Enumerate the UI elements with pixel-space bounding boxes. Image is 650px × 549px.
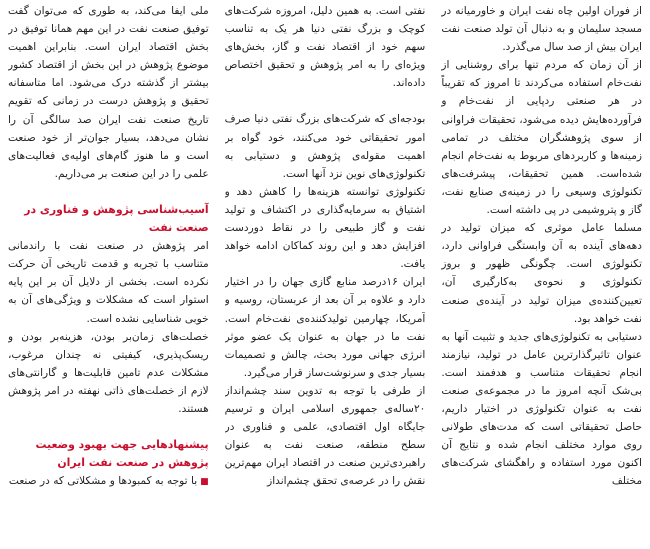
paragraph: نفتی است. به همین دلیل، امروزه شرکت‌های کوچک و بزرگ نفتی دنیا هر یک به تناسب سهم خود از اقتصاد نفت و گاز، بخش‌های ویژه‌ای را به امر پژوهش و تحقیق اختصاص داده‌اند. (224, 5, 426, 90)
section-heading-pathology: آسیب‌شناسی پژوهش و فناوری در صنعت نفت (24, 202, 209, 235)
paragraph: بودجه‌ای که شرکت‌های بزرگ نفتی دنیا صرف امور تحقیقاتی خود می‌کنند، خود گواه بر اهمیت مقوله‌ی پژوهش و دستیابی به تکنولوژی‌های نوین نزد آنها است. (224, 113, 426, 180)
column-left (8, 2, 209, 549)
paragraph: ملی ایفا می‌کند، به طوری که می‌توان گفت توفیق صنعت نفت در این مهم همانا توفیق در بخش اقتصاد ایران است. بنابراین اهمیت موضوع پژوهش در این بخش از اقتصاد کشور بیشتر از گذشته درک می‌شود. اما متاسفانه تحقیق و پژوهش درست در زمانی که تقویم تاریخ صنعت نفت ایران صد سالگی آن را نشان می‌دهد، بسیار جوان‌تر از خود صنعت است و ما هنوز گام‌های اولیه‌ی فعالیت‌های علمی را در این صنعت بر می‌داریم. (7, 5, 209, 180)
column-middle (225, 2, 426, 549)
paragraph: از آن زمان که مردم تنها برای روشنایی از نفت‌خام استفاده می‌کردند تا امروز که تقریباً در هر صنعتی ردپایی از نفت‌خام و فرآورده‌هایش دیده می‌شود، تحقیقات فراوانی از سوی پژوهشگران مختلف در تمامی زمینه‌ها و کاربردهای مربوط به نفت‌خام انجام شده‌است. همین تحقیقات، پیشرفت‌های تکنولوژی وسیعی را در زمینه‌ی صنایع نفت، گاز و پتروشیمی در پی داشته است. (441, 59, 642, 217)
paragraph: مسلما عامل موثری که میزان تولید در دهه‌های آینده به آن وابستگی فراوانی دارد، تکنولوژی است. چگونگی ظهور و بروز تکنولوژی و نحوه‌ی به‌کارگیری آن، تعیین‌کننده‌ی میزان تولید در آینده‌ی صنعت نفت خواهد بود. (441, 222, 642, 325)
paragraph: از طرفی با توجه به تدوین سند چشم‌انداز ۲۰ساله‌ی جمهوری اسلامی ایران و ترسیم جایگاه اول اقتصادی، علمی و فناوری در سطح منطقه، صنعت نفت به عنوان راهبردی‌ترین صنعت در اقتصاد ایران مهم‌ترین نقش را در عرصه‌ی تحقق چشم‌انداز (224, 384, 426, 488)
section-heading-suggestions: پیشنهادهایی جهت بهبود وضعیت پژوهش در صنعت نفت ایران (35, 438, 209, 470)
column-right (441, 2, 642, 549)
paragraph: دستیابی به تکنولوژی‌های جدید و تثبیت آنها به عنوان تاثیرگذارترین عامل در تولید، نیازمند انجام تحقیقات متناسب و هدفمند است. بی‌شک آنچه امروز ما در مجموعه‌ی صنعت نفت به عنوان تکنولوژی در اختیار داریم، حاصل تحقیقاتی است که مدت‌های طولانی روی موارد مختلف انجام شده و نتایج آن اکنون مورد استفاده و راهگشای شرکت‌های مختلف (441, 330, 642, 488)
paragraph: امر پژوهش در صنعت نفت با راندمانی متناسب با تجربه و قدمت تاریخی آن حرکت نکرده است. بخشی از دلایل آن بر این پایه استوار است که مشکلات و ویژگی‌های آن به خوبی شناسایی نشده است. (7, 240, 209, 325)
paragraph: ایران ۱۶درصد منابع گازی جهان را در اختیار دارد و علاوه بر آن بعد از عربستان، روسیه و آمریکا، چهارمین تولیدکننده‌ی نفت‌خام است. نفت ما در جهان به عنوان یک عضو موثر انرژی جهانی مورد بحث، چالش و تصمیمات بسیار جدی و سرنوشت‌ساز قرار می‌گیرد. (224, 276, 426, 379)
paragraph: از فوران اولین چاه نفت ایران و خاورمیانه در مسجد سلیمان و به دنبال آن تولد صنعت نفت ایران بیش از صد سال می‌گذرد. (441, 5, 642, 54)
paragraph: خصلت‌های زمان‌بر بودن، هزینه‌بر بودن و ریسک‌پذیری، کیفیتی نه چندان مرغوب، مشکلات عدم تامین قابلیت‌ها و گارانتی‌های لازم از خصلت‌های ذاتی نهفته در امر پژوهش هستند. (7, 330, 209, 415)
paragraph: تکنولوژی توانسته هزینه‌ها را کاهش دهد و اشتیاق به سرمایه‌گذاری در اکتشاف و تولید نفت و گاز طبیعی را در نقاط دوردست افزایش دهد و این روند کماکان ادامه خواهد یافت. (224, 185, 426, 271)
paragraph-text: با توجه به کمبودها و مشکلاتی که در صنعت (8, 475, 198, 488)
paragraph (8, 472, 209, 491)
square-bullet-icon: ■ (200, 477, 209, 488)
